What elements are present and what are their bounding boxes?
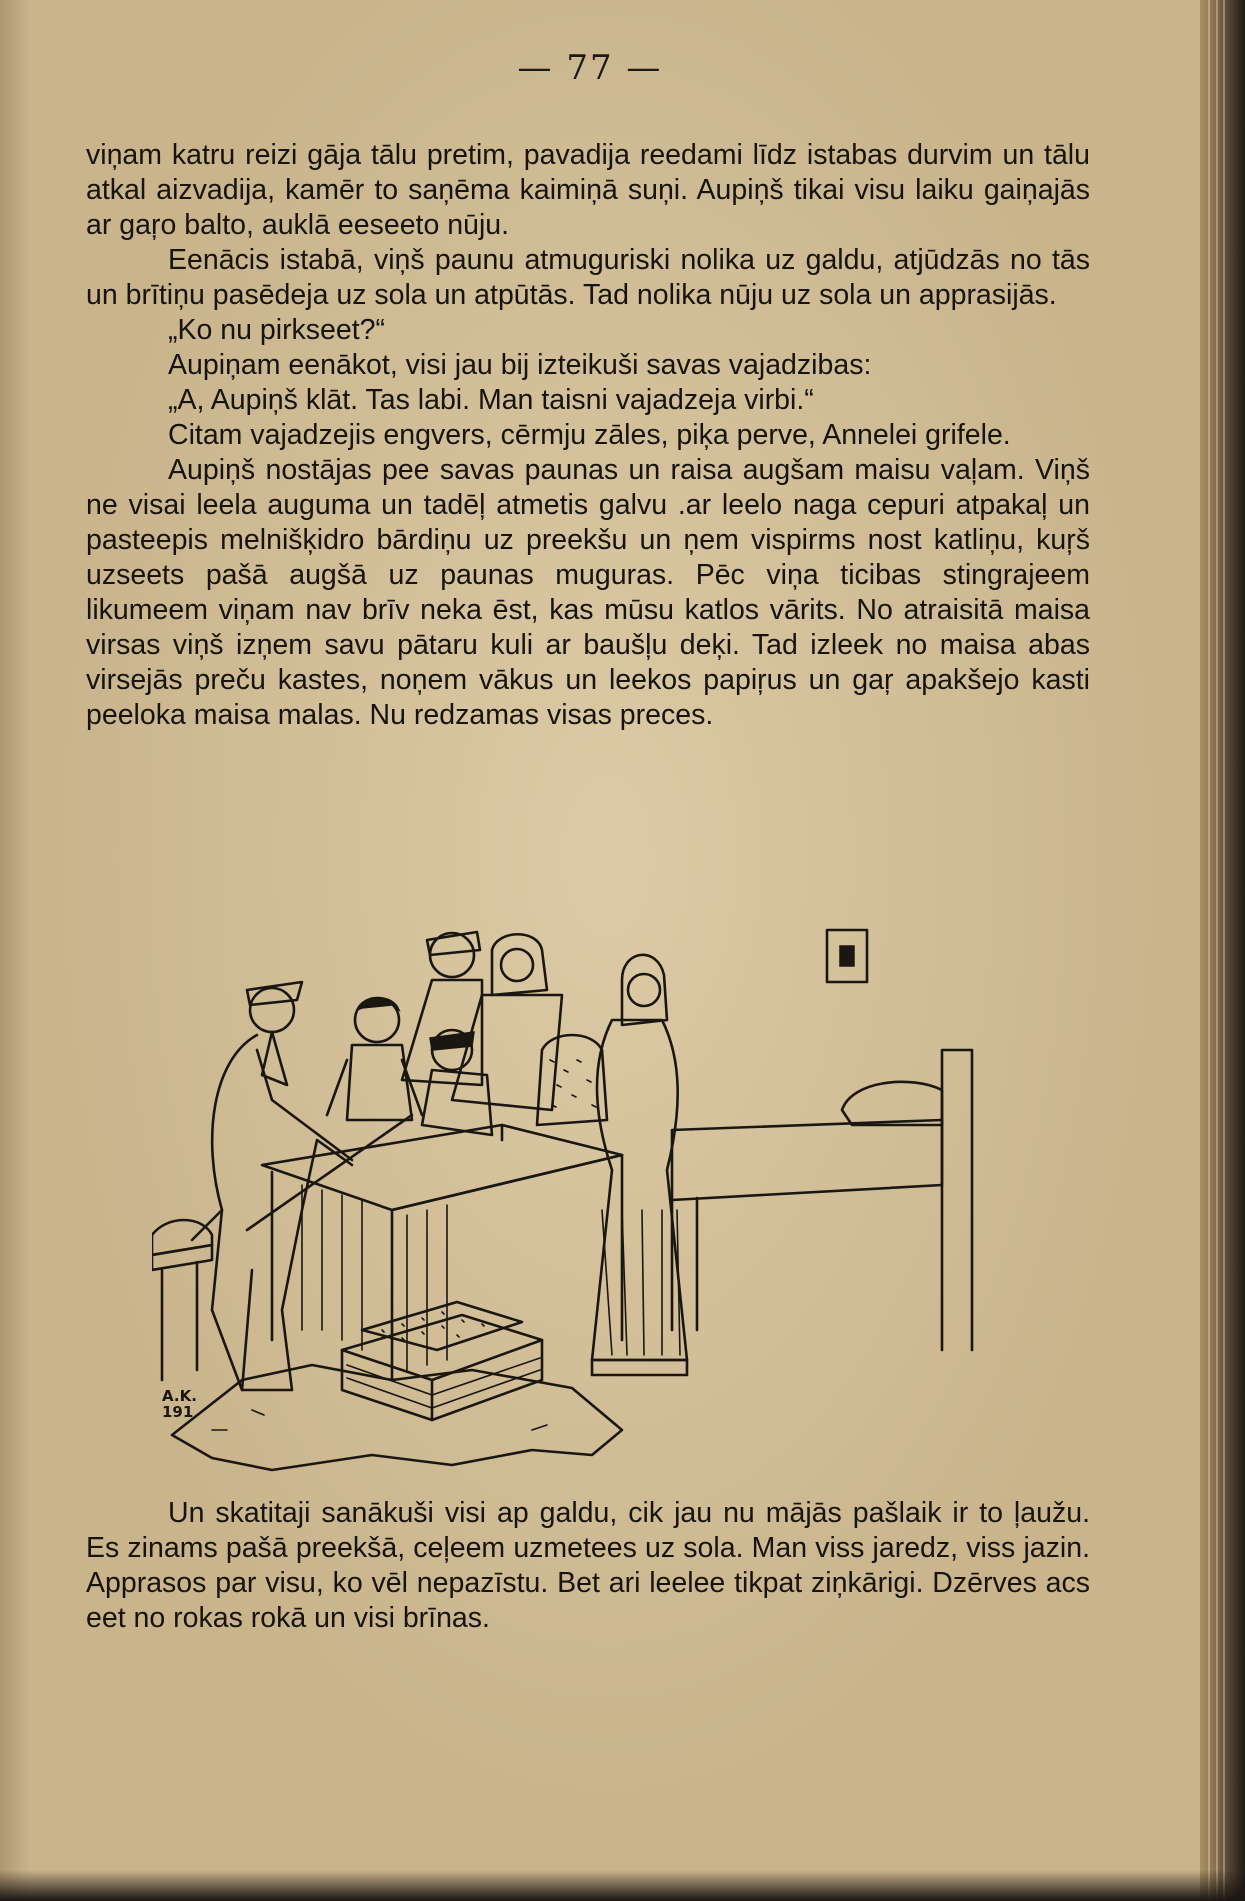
paragraph: „Ko nu pirkseet?“	[168, 314, 386, 346]
paragraph: Aupiņam eenākot, visi jau bij izteikuši savas vajadzibas:	[168, 349, 872, 381]
paragraph: Citam vajadzejis engvers, cērmju zāles, piķa perve, Annelei grifele.	[168, 419, 1011, 451]
signature-initials: A.K.	[162, 1387, 197, 1405]
text-block-top	[86, 138, 1090, 733]
paragraph: Un skatitaji sanākuši visi ap galdu, cik jau nu mājās pašlaik ir to ļaužu. Es zinams pašā preekšā, ceļeem uzmetees uz sola. Man viss jaredz, viss jazin. Apprasos par visu, ko vēl nepazīstu. Bet ari leelee tikpat ziņkārigi. Dzērves acs eet no rokas rokā un visi brīnas.	[86, 1497, 1090, 1634]
paragraph: viņam katru reizi gāja tālu pretim, pavadija reedami līdz istabas durvim un tālu atkal aizvadija, kamēr to saņēma kaimiņā suņi. Aupiņš tikai visu laiku gaiņajās ar gaŗo balto, auklā eeseeto nūju.	[86, 139, 1090, 241]
illustration-drawing	[152, 910, 1032, 1475]
illustrator-signature	[162, 1388, 202, 1420]
page-edge	[1200, 0, 1245, 1901]
signature-year: 191	[162, 1403, 194, 1421]
page-number: — 77 —	[517, 48, 663, 88]
paragraph: Aupiņš nostājas pee savas paunas un raisa augšam maisu vaļam. Viņš ne visai leela auguma un tadēļ atmetis galvu .ar leelo naga cepuri atpakaļ un pasteepis melnišķidro bārdiņu uz preekšu un ņem vispirms nost katliņu, kuŗš uzseets pašā augšā uz paunas muguras. Pēc viņa ticibas stingrajeem likumeem viņam nav brīv neka ēst, kas mūsu katlos vārits. No atraisitā maisa virsas viņš izņem savu pātaru kuli ar baušļu deķi. Tad izleek no maisa abas virsejās preču kastes, noņem vākus un leekos papiŗus un gaŗ apakšejo kasti peeloka maisa malas. Nu redzamas visas preces.	[86, 454, 1090, 731]
bottom-shadow	[0, 1870, 1245, 1901]
illustration-peddler-scene	[152, 910, 1032, 1475]
paragraph: Eenācis istabā, viņš paunu atmuguriski nolika uz galdu, atjūdzās no tās un brītiņu pasēdeja uz sola un atpūtās. Tad nolika nūju uz sola un apprasijās.	[86, 244, 1090, 311]
text-block-bottom	[86, 1496, 1090, 1636]
paragraph: „A, Aupiņš klāt. Tas labi. Man taisni vajadzeja virbi.“	[168, 384, 814, 416]
